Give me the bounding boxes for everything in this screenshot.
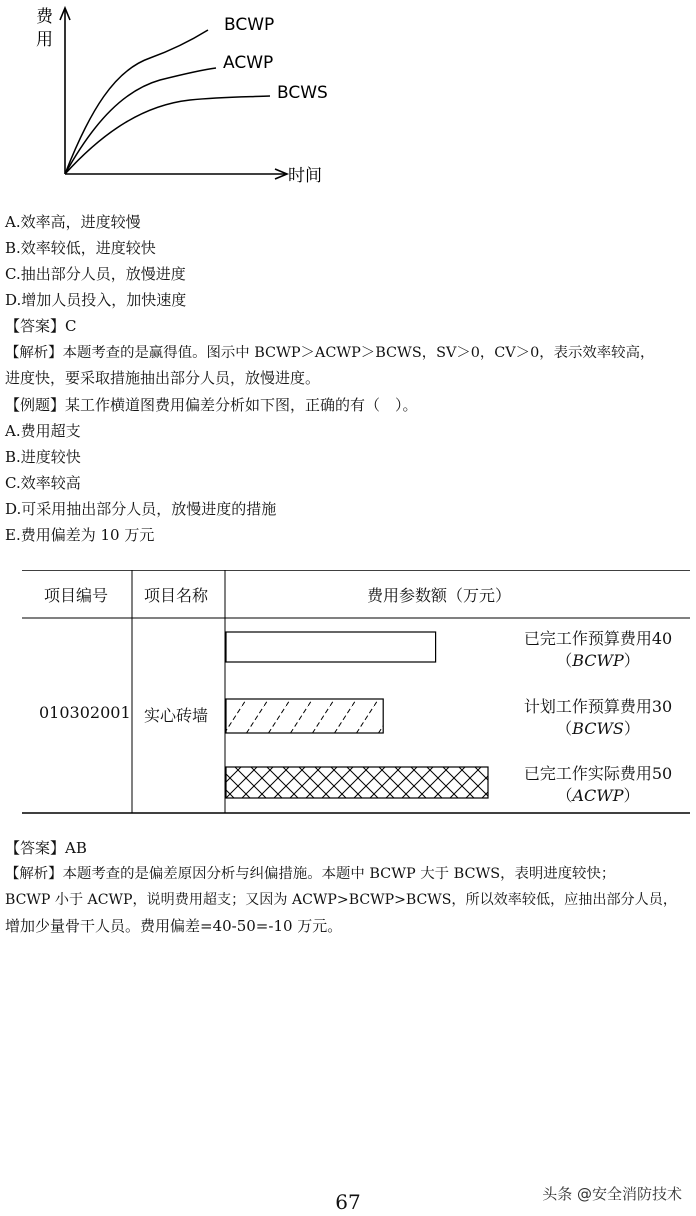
q1-option-b: B.效率较低，进度较快 [5, 239, 156, 257]
y-axis-label-2: 用 [36, 30, 53, 50]
cost-deviation-table [22, 570, 690, 814]
curve-label-bcwp: BCWP [224, 15, 275, 35]
x-axis-label: 时间 [288, 166, 322, 186]
q2-stem: 【例题】某工作横道图费用偏差分析如下图，正确的有（ ）。 [5, 396, 418, 414]
q2-option-a: A.费用超支 [5, 422, 81, 440]
q1-answer: 【答案】C [5, 317, 77, 335]
q2-analysis-line3: 增加少量骨干人员。费用偏差=40-50=-10 万元。 [5, 917, 343, 935]
q1-option-c: C.抽出部分人员，放慢进度 [5, 265, 186, 283]
q2-answer: 【答案】AB [5, 839, 87, 857]
q2-option-b: B.进度较快 [5, 448, 81, 466]
s-curve-chart [30, 0, 370, 195]
y-axis-label-1: 费 [36, 7, 53, 27]
header-item-code: 项目编号 [44, 586, 109, 605]
bar-label-bcws: 计划工作预算费用30 （BCWS） [523, 697, 673, 738]
q2-option-c: C.效率较高 [5, 474, 81, 492]
q2-option-d: D.可采用抽出部分人员，放慢进度的措施 [5, 500, 277, 518]
curve-label-acwp: ACWP [223, 53, 274, 73]
q2-analysis-line2: BCWP 小于 ACWP，说明费用超支；又因为 ACWP>BCWP>BCWS，所以效率较低，应抽出部分人员， [5, 892, 677, 908]
item-code: 010302001 [39, 703, 131, 722]
q2-option-e: E.费用偏差为 10 万元 [5, 526, 155, 544]
header-cost-amount: 费用参数额（万元） [367, 586, 512, 605]
q1-analysis-line2: 进度快，要采取措施抽出部分人员，放慢进度。 [5, 369, 321, 387]
bar-bcws [226, 699, 383, 733]
q2-analysis-line1: 【解析】本题考查的是偏差原因分析与纠偏措施。本题中 BCWP 大于 BCWS，表明进度较快； [5, 866, 616, 882]
q1-option-a: A.效率高，进度较慢 [5, 213, 141, 231]
bar-label-acwp: 已完工作实际费用50 （ACWP） [523, 764, 673, 805]
bar-acwp [226, 767, 488, 798]
item-name: 实心砖墙 [144, 706, 209, 725]
header-item-name: 项目名称 [144, 586, 209, 605]
q1-analysis-line1: 【解析】本题考查的是赢得值。图示中 BCWP＞ACWP＞BCWS，SV＞0，CV＞0，表示效率较高， [5, 345, 655, 361]
curve-label-bcws: BCWS [277, 83, 328, 103]
q1-option-d: D.增加人员投入，加快速度 [5, 291, 187, 309]
curve-acwp [65, 68, 216, 174]
watermark: 头条 @安全消防技术 [542, 1185, 682, 1203]
page-number: 67 [335, 1190, 361, 1214]
bar-label-bcwp: 已完工作预算费用40 （BCWP） [523, 629, 673, 670]
bar-bcwp [226, 632, 436, 662]
